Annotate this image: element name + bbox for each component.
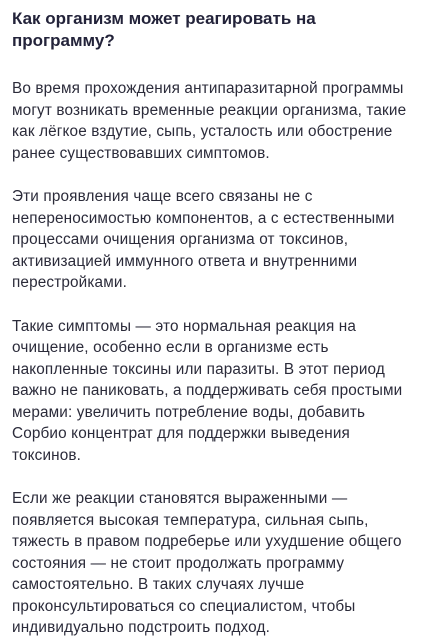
article-paragraph: Такие симптомы — это нормальная реакция на очищение, особенно если в организме есть накопленные токсины или паразиты. В этот период важно не паниковать, а поддерживать себя простыми мерами: увеличить потребление воды, добавить Сорбио концентрат для поддержки выведения токсинов. (12, 317, 403, 464)
article-title: Как организм может реагировать на программу? (12, 9, 316, 50)
article-paragraph: Эти проявления чаще всего связаны не с непереносимостью компонентов, а с естественными процессами очищения организма от токсинов, активизацией иммунного ответа и внутренними перестройками. (12, 188, 395, 291)
article-paragraph: Во время прохождения антипаразитарной программы могут возникать временные реакции организма, такие как лёгкое вздутие, сыпь, усталость или обострение ранее существовавших симптомов. (12, 80, 407, 162)
article-paragraph: Если же реакции становятся выраженными — появляется высокая температура, сильная сыпь, тяжесть в правом подреберье или ухудшение общего состояния — не стоит продолжать программу самостоятельно. В таких случаях лучше проконсультироваться со специалистом, чтобы индивидуально подстроить подход. (12, 490, 402, 636)
